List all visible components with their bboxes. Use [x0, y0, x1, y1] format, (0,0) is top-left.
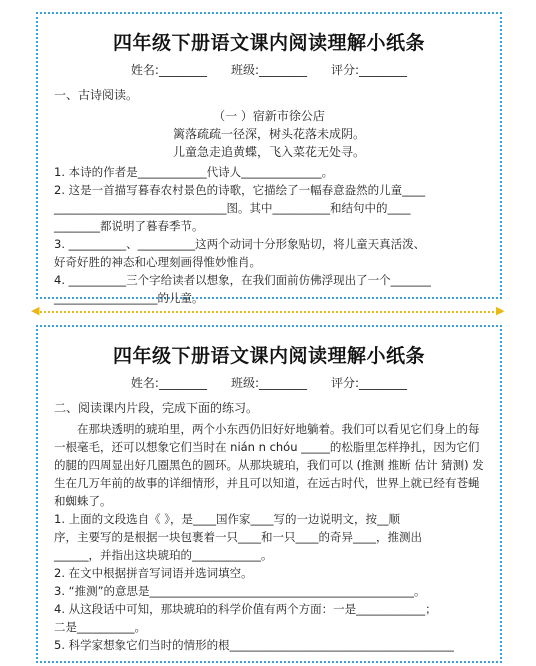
worksheet-title: 四年级下册语文课内阅读理解小纸条 — [112, 32, 425, 54]
poem-title: （一 ）宿新市徐公店 — [213, 109, 325, 123]
worksheet-card-reading — [36, 325, 502, 663]
worksheet-title: 四年级下册语文课内阅读理解小纸条 — [112, 345, 425, 367]
score-field: 评分:________ — [331, 376, 408, 390]
question-5: 5. 科学家想象它们当时的情形的根_______________________________________ — [54, 638, 454, 652]
question-1-line: 1. 上面的文段选自《 》，是____国作家____写的一边说明文，按__顺 — [54, 512, 401, 526]
reading-passage: 在那块透明的琥珀里，两个小东西仍旧好好地躺着。我们可以看见它们身上的每一根毫毛，还可以想象它们当时在 nián n chóu _____的松脂里怎样挣扎，因为它们的腿的四周显出好几圈黑色的圆环。从那块琥珀，我们可以 (推测 推断 估计 猜测) 发生在几万年前的故事的详细情形，并且可以知道，在远古时代，世界上就已经有苍蝇和蜘蛛了。 — [54, 422, 484, 508]
question-1: 1. 本诗的作者是____________代诗人______________。 — [54, 165, 334, 179]
question-2: 2. 在文中根据拼音写词语并选词填空。 — [54, 566, 253, 580]
question-2-line: ________都说明了暮春季节。 — [54, 219, 204, 233]
question-1-line: 序，主要写的是根据一块包裹着一只____和一只____的奇异____，推测出 — [54, 530, 422, 544]
question-4-line: __________________的儿童。 — [54, 291, 204, 305]
question-4-line: 二是__________。 — [54, 620, 146, 634]
section-heading: 二、阅读课内片段，完成下面的练习。 — [54, 401, 259, 415]
poem-line: 儿童急走追黄蝶，飞入菜花无处寻。 — [172, 145, 365, 159]
student-info-row — [38, 374, 500, 391]
score-field: 评分:________ — [331, 63, 408, 77]
student-info-row — [38, 61, 500, 78]
question-2-line: 2. 这是一首描写暮春农村景色的诗歌，它描绘了一幅春意盎然的儿童____ — [54, 183, 426, 197]
worksheet-card-poem — [36, 12, 502, 305]
question-3: 3. “推测”的意思是______________________________________________。 — [54, 584, 426, 598]
class-field: 班级:________ — [230, 63, 308, 77]
question-4-line: 4. __________三个字给读者以想象，在我们面前仿佛浮现出了一个_______ — [54, 273, 431, 287]
question-3-line: 3. __________、__________这两个动词十分形象贴切，将儿童天真活泼、 — [54, 237, 426, 251]
name-field: 姓名:________ — [130, 63, 207, 77]
question-1-line: ______，并指出这块琥珀的____________。 — [54, 548, 273, 562]
question-4-line: 4. 从这段话中可知，那块琥珀的科学价值有两个方面：一是____________； — [54, 602, 437, 616]
class-field: 班级:________ — [230, 376, 308, 390]
poem-line: 篱落疏疏一径深，树头花落未成阴。 — [172, 127, 365, 141]
arrow-left-icon: ◀ — [31, 304, 40, 317]
cut-line-divider — [36, 311, 502, 313]
arrow-right-icon: ▶ — [496, 304, 505, 317]
name-field: 姓名:________ — [130, 376, 207, 390]
question-2-line: ______________________________图。其中__________和结句中的____ — [54, 201, 411, 215]
question-3-line: 好奇好胜的神态和心理刻画得惟妙惟肖。 — [54, 255, 261, 269]
section-heading: 一、古诗阅读。 — [54, 88, 139, 102]
